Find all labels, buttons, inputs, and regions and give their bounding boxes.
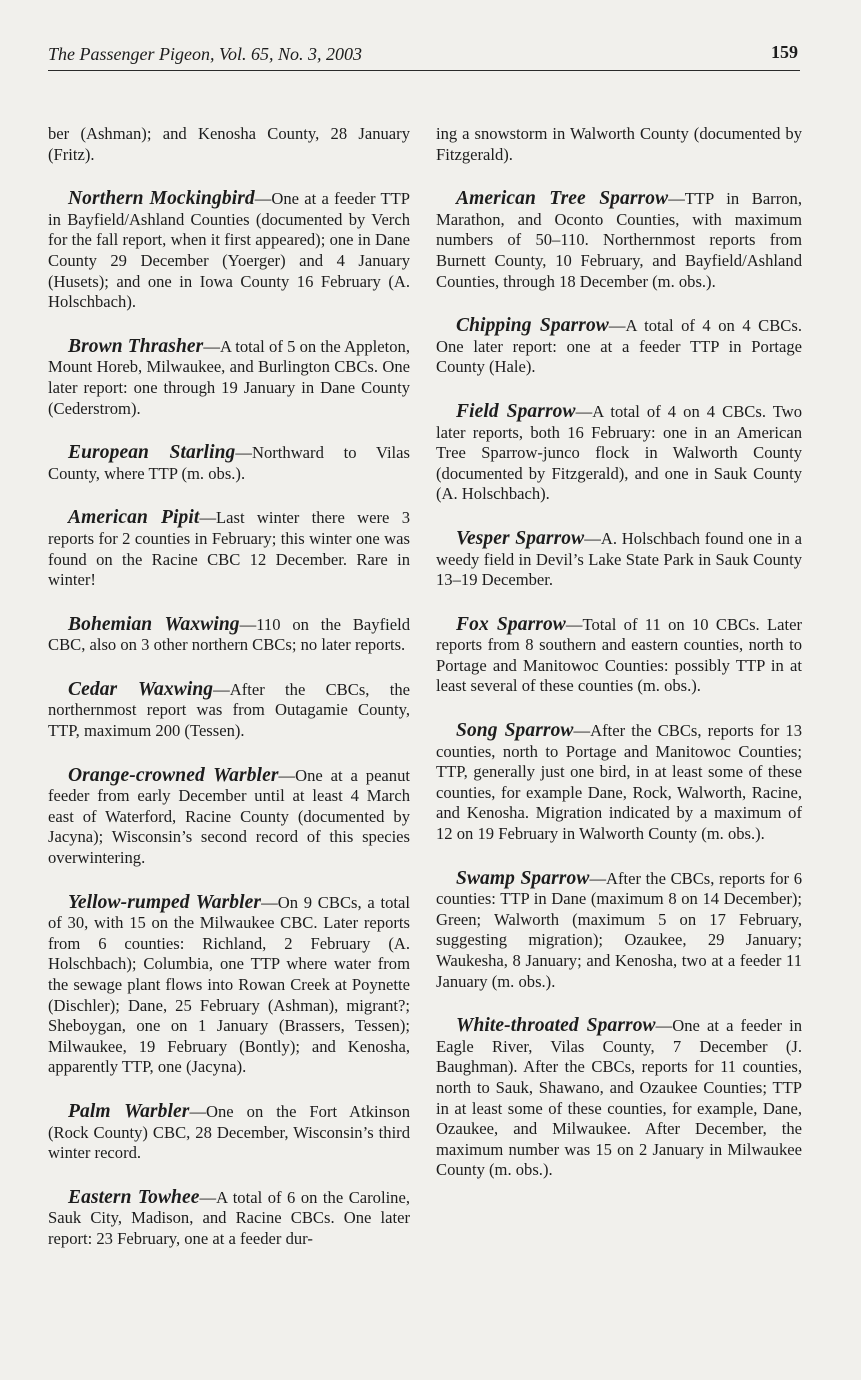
species-name: Northern Mockingbird [68,188,255,210]
running-head [48,44,800,71]
species-name: Orange-crowned Warbler [68,764,279,786]
species-entry [436,869,802,993]
species-name: Chipping Sparrow [456,315,609,337]
species-name: Vesper Sparrow [456,527,585,549]
species-name: Swamp Sparrow [456,867,590,889]
species-entry [436,189,802,292]
species-account: —110 on the Bayfield CBC, also on 3 other northern CBCs; no later reports. [48,614,410,655]
species-entry [48,1188,410,1250]
species-entry [48,337,410,419]
species-account: —One at a peanut feeder from early December until at least 4 March east of Waterford, Racine County (documented by Jacyna); Wisconsin’s second record of this species overwintering. [48,765,411,868]
species-entry [436,316,802,378]
journal-title: The Passenger Pigeon, Vol. 65, No. 3, 2003 [48,44,362,64]
species-name: Song Sparrow [456,720,574,742]
species-account: —After the CBCs, the northernmost report was from Outagamie County, TTP, maximum 200 (Tessen). [48,679,411,741]
species-entry [48,443,410,484]
species-entry [48,1102,410,1164]
species-account: —A total of 4 on 4 CBCs. One later report: one at a feeder TTP in Portage County (Hale). [436,316,802,377]
species-name: Palm Warbler [68,1100,190,1122]
species-account: —Northward to Vilas County, where TTP (m. obs.). [48,443,410,483]
species-name: Yellow-rumped Warbler [68,891,262,913]
species-account: —One on the Fort Atkinson (Rock County) CBC, 28 December, Wisconsin’s third winter record. [48,1101,410,1163]
species-name: Cedar Waxwing [68,678,214,700]
species-account: —After the CBCs, reports for 6 counties: TTP in Dane (maximum 8 on 14 December); Green; Walworth (maximum 5 on 17 February, suggesting migration); Ozaukee, 29 January; Waukesha, 8 January; and Kenosha, two at a feeder 11 January (m. obs.). [436,868,802,991]
species-entry [48,680,410,742]
species-entry [48,893,410,1078]
species-account: —TTP in Barron, Marathon, and Oconto Counties, with maximum numbers of 50–110. Northernmost reports from Burnett County, 10 February, and Bayfield/Ashland Counties, through 18 December (m. obs.). [436,189,802,291]
species-name: White-throated Sparrow [456,1015,656,1037]
species-name: Fox Sparrow [456,613,566,635]
species-name: Bohemian Waxwing [68,613,240,635]
species-entry [48,615,410,656]
species-account: —A total of 4 on 4 CBCs. Two later reports, both 16 February: one in an American Tree Sparrow-junco flock in Walworth County (documented by Fitzgerald), and one in Sauk County (A. Holschbach). [436,401,802,504]
species-name: European Starling [68,442,236,464]
species-account: —A total of 6 on the Caroline, Sauk City, Madison, and Racine CBCs. One later report: 23 February, one at a feeder dur- [48,1187,410,1248]
species-account: —After the CBCs, reports for 13 counties, north to Portage and Manitowoc Counties; TTP, generally just one bird, in at least some of these counties, for example Dane, Rock, Walworth, Racine, and Kenosha. Migration indicated by a maximum of 12 on 19 February in Walworth County (m. obs.). [436,721,802,844]
continuation-paragraph: ber (Ashman); and Kenosha County, 28 January (Fritz). [48,124,410,164]
species-entry [436,615,802,697]
species-account: —Last winter there were 3 reports for 2 counties in February; this winter one was found on the Racine CBC 12 December. Rare in winter! [48,508,410,590]
species-name: Field Sparrow [456,400,576,422]
page-number: 159 [771,42,798,62]
species-entry [436,402,802,505]
continuation-paragraph: ing a snowstorm in Walworth County (documented by Fitzgerald). [436,124,802,164]
species-name: American Tree Sparrow [456,188,669,210]
species-account: —A total of 5 on the Appleton, Mount Horeb, Milwaukee, and Burlington CBCs. One later report: one through 19 January in Dane County (Cederstrom). [48,336,410,418]
species-account: —On 9 CBCs, a total of 30, with 15 on the Milwaukee CBC. Later reports from 6 counties: Richland, 2 February (A. Holschbach); Columbia, one TTP where water from the sewage plant flows into Rowan Creek at Poynette (Dischler); Dane, 25 February (Ashman), migrant?; Sheboygan, one on 1 January (Brassers, Tessen); Milwaukee, 19 February (Bontly); and Kenosha, apparently TTP, one (Jacyna). [48,892,410,1077]
species-entry [436,1016,802,1181]
species-account: —One at a feeder TTP in Bayfield/Ashland Counties (documented by Verch for the fall report, when it first appeared); one in Dane County 29 December (Yoerger) and 4 January (Husets); and one in Iowa County 16 February (A. Holschbach). [48,189,410,312]
species-account: —Total of 11 on 10 CBCs. Later reports from 8 southern and eastern counties, north to Portage and Manitowoc Counties: possibly TTP in at least several of these counties (m. obs.). [436,614,802,696]
species-entry [436,721,802,845]
species-name: Eastern Towhee [68,1186,200,1208]
species-entry [48,766,410,869]
right-column [436,124,802,1205]
species-account: —One at a feeder in Eagle River, Vilas County, 7 December (J. Baughman). After the CBCs, reports for 11 counties, north to Sauk, Shawano, and Ozaukee Counties; TTP in at least some of these counties, for example, Dane, Ozaukee, and Milwaukee. After December, the maximum number was 15 on 2 January in Milwaukee County (m. obs.). [436,1016,802,1180]
species-entry [48,189,410,313]
species-entry [436,529,802,591]
species-name: Brown Thrasher [68,335,204,357]
species-entry [48,508,410,590]
species-name: American Pipit [68,507,200,529]
left-column [48,124,410,1274]
species-account: —A. Holschbach found one in a weedy field in Devil’s Lake State Park in Sauk County 13–19 December. [436,528,803,590]
